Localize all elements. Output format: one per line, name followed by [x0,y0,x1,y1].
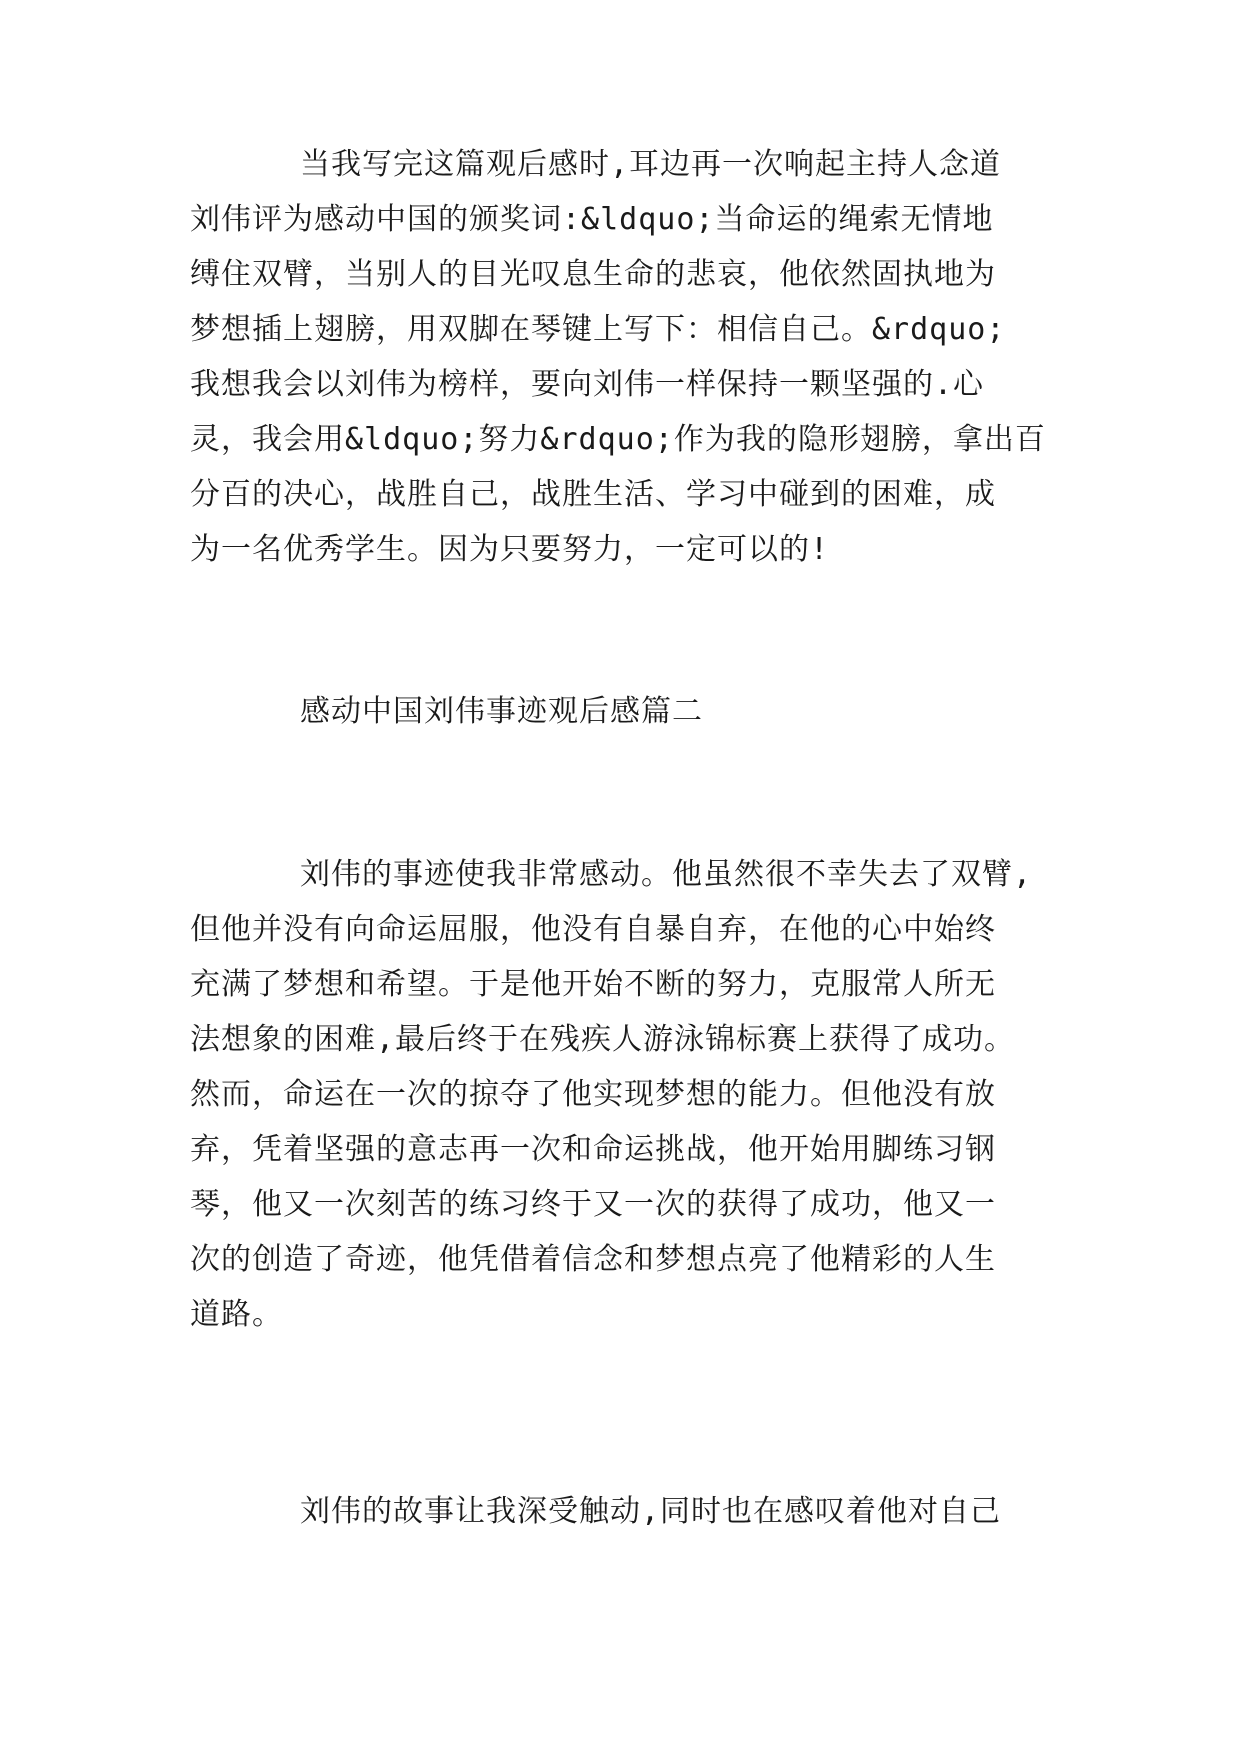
paragraph-2-line-1: 刘伟的事迹使我非常感动。他虽然很不幸失去了双臂, [300,857,1033,892]
section-title: 感动中国刘伟事迹观后感篇二 [300,694,703,729]
paragraph-1-line-2: 刘伟评为感动中国的颁奖词:&ldquo;当命运的绳索无情地 [190,202,994,237]
paragraph-1-line-8: 为一名优秀学生。因为只要努力，一定可以的! [190,532,830,567]
paragraph-2-line-5: 然而，命运在一次的掠夺了他实现梦想的能力。但他没有放 [190,1077,996,1112]
paragraph-2-line-8: 次的创造了奇迹，他凭借着信念和梦想点亮了他精彩的人生 [190,1242,996,1277]
paragraph-2-line-7: 琴，他又一次刻苦的练习终于又一次的获得了成功，他又一 [190,1187,996,1222]
paragraph-2-line-2: 但他并没有向命运屈服，他没有自暴自弃，在他的心中始终 [190,912,996,947]
paragraph-2-line-9: 道路。 [190,1297,283,1332]
paragraph-3-line-1: 刘伟的故事让我深受触动,同时也在感叹着他对自己 [300,1494,1002,1529]
paragraph-1-line-3: 缚住双臂，当别人的目光叹息生命的悲哀，他依然固执地为 [190,257,996,292]
paragraph-1-line-6: 灵，我会用&ldquo;努力&rdquo;作为我的隐形翅膀，拿出百 [190,422,1046,457]
paragraph-1-line-4: 梦想插上翅膀，用双脚在琴键上写下：相信自己。&rdquo; [190,312,1006,347]
paragraph-2-line-4: 法想象的困难,最后终于在残疾人游泳锦标赛上获得了成功。 [190,1022,1016,1057]
paragraph-2-line-3: 充满了梦想和希望。于是他开始不断的努力，克服常人所无 [190,967,996,1002]
paragraph-1-line-5: 我想我会以刘伟为榜样，要向刘伟一样保持一颗坚强的.心 [190,367,985,402]
paragraph-1-line-7: 分百的决心，战胜自己，战胜生活、学习中碰到的困难，成 [190,477,996,512]
paragraph-1-line-1: 当我写完这篇观后感时,耳边再一次响起主持人念道 [300,147,1002,182]
paragraph-2-line-6: 弃，凭着坚强的意志再一次和命运挑战，他开始用脚练习钢 [190,1132,996,1167]
